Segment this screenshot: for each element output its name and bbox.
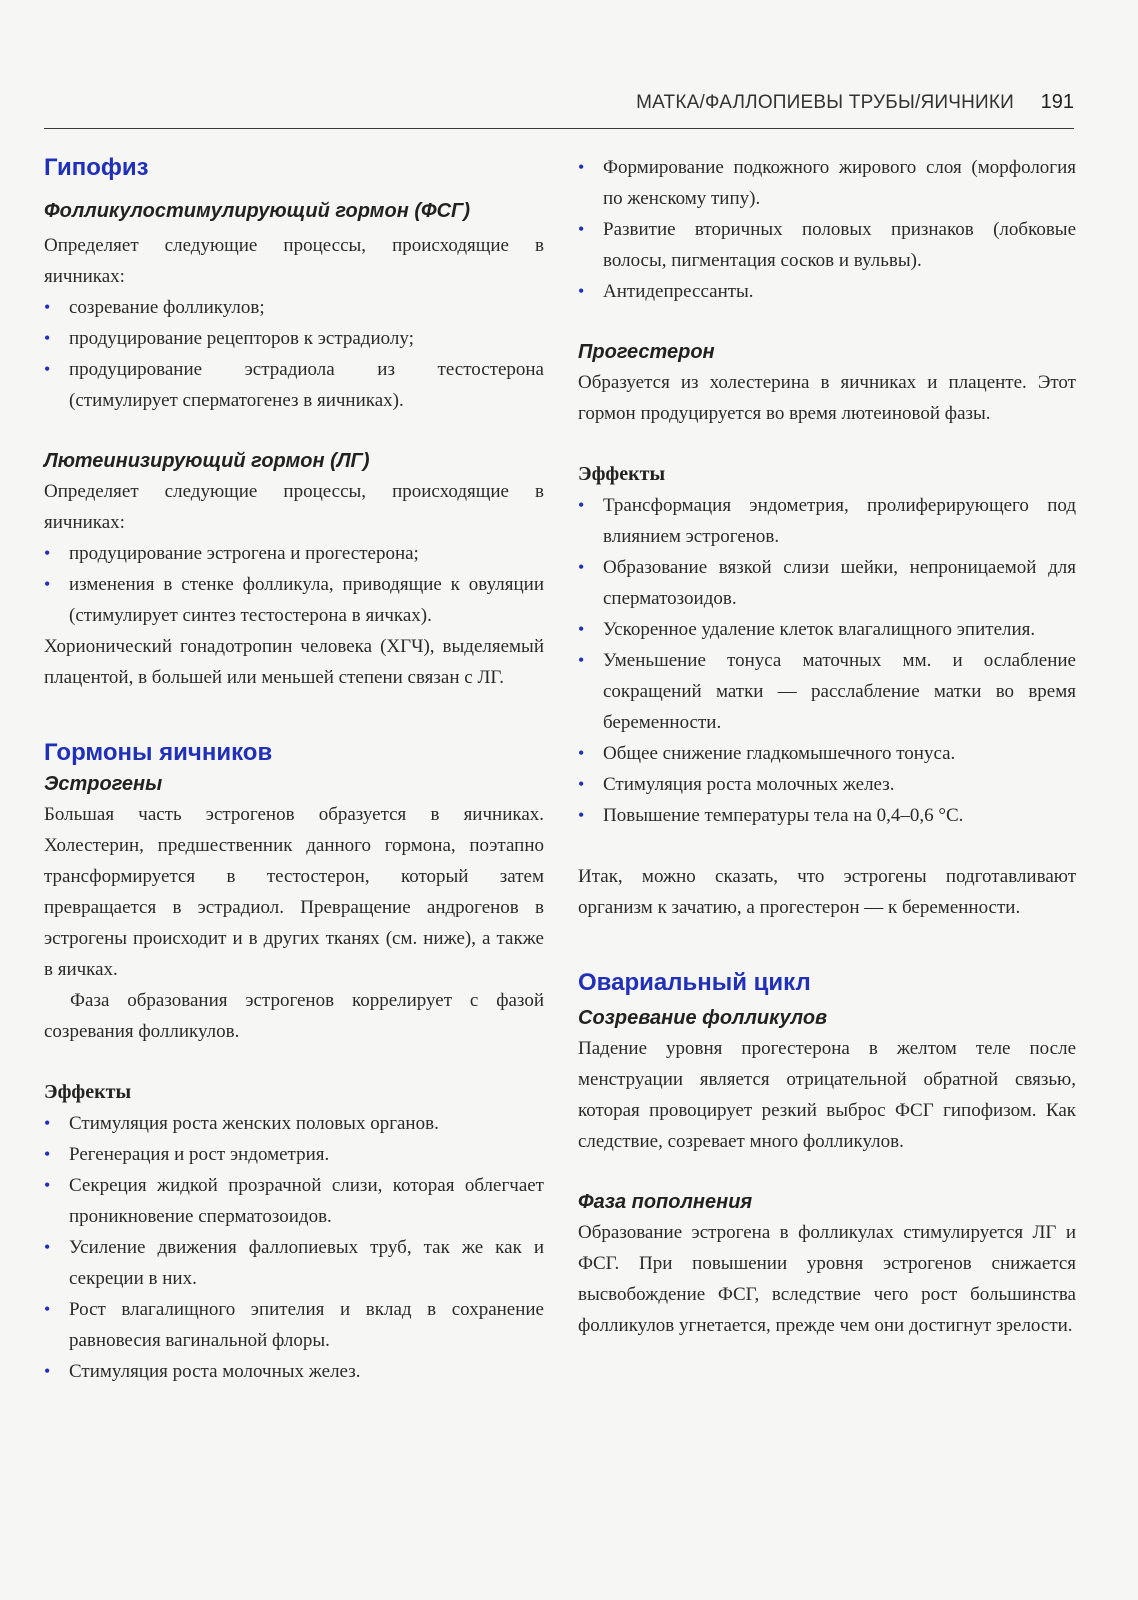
estrogens-paragraph-1: Большая часть эстрогенов образуется в яичниках. Холестерин, предшественник данного гормона, поэтапно трансформируется в тестостерон, который затем превращается в эстрадиол. Превращение андрогенов в эстрогены происходит и в других тканях (см. ниже), а также в яичках. bbox=[44, 804, 544, 980]
subsection-title-progesterone: Прогестерон bbox=[578, 341, 715, 363]
hcg-note: Хорионический гонадотропин человека (ХГЧ), выделяемый плацентой, в большей или меньшей степени связан с ЛГ. bbox=[44, 636, 544, 688]
running-header bbox=[44, 90, 1074, 129]
list-item: • Формирование подкожного жирового слоя (морфология по женскому типу). bbox=[578, 152, 1076, 214]
estrogen-effects-title: Эффекты bbox=[44, 1081, 132, 1103]
section-title-pituitary: Гипофиз bbox=[44, 154, 149, 181]
page-number: 191 bbox=[1040, 91, 1074, 113]
fsh-intro: Определяет следующие процессы, происходящие в яичниках: bbox=[44, 235, 544, 287]
list-item: • продуцирование эстрогена и прогестерона; bbox=[44, 538, 544, 569]
list-item: • Антидепрессанты. bbox=[578, 276, 1076, 307]
subsection-title-replenishment: Фаза пополнения bbox=[578, 1191, 753, 1213]
lh-intro: Определяет следующие процессы, происходящие в яичниках: bbox=[44, 481, 544, 533]
list-item: • Трансформация эндометрия, пролиферирующего под влиянием эстрогенов. bbox=[578, 490, 1076, 552]
right-column bbox=[578, 152, 1076, 1341]
list-item: • Секреция жидкой прозрачной слизи, которая облегчает проникновение сперматозоидов. bbox=[44, 1170, 544, 1232]
list-item: • Уменьшение тонуса маточных мм. и ослабление сокращений матки — расслабление матки во время беременности. bbox=[578, 645, 1076, 738]
lh-list bbox=[44, 538, 544, 631]
estrogen-effects-continued-list bbox=[578, 152, 1076, 307]
list-item: • Стимуляция роста молочных желез. bbox=[578, 769, 1076, 800]
progesterone-effects-list bbox=[578, 490, 1076, 831]
list-item: • Стимуляция роста молочных желез. bbox=[44, 1356, 544, 1387]
list-item: • Стимуляция роста женских половых органов. bbox=[44, 1108, 544, 1139]
list-item: • Общее снижение гладкомышечного тонуса. bbox=[578, 738, 1076, 769]
list-item: • Рост влагалищного эпителия и вклад в сохранение равновесия вагинальной флоры. bbox=[44, 1294, 544, 1356]
subsection-title-estrogens: Эстрогены bbox=[44, 773, 163, 795]
progesterone-paragraph: Образуется из холестерина в яичниках и плаценте. Этот гормон продуцируется во время лютеиновой фазы. bbox=[578, 372, 1076, 424]
list-item: • Повышение температуры тела на 0,4–0,6 °С. bbox=[578, 800, 1076, 831]
fsh-list bbox=[44, 292, 544, 416]
list-item: • продуцирование эстрадиола из тестостерона (стимулирует сперматогенез в яичниках). bbox=[44, 354, 544, 416]
running-header-title: МАТКА/ФАЛЛОПИЕВЫ ТРУБЫ/ЯИЧНИКИ bbox=[636, 92, 1014, 113]
list-item: • Регенерация и рост эндометрия. bbox=[44, 1139, 544, 1170]
estrogen-effects-list bbox=[44, 1108, 544, 1387]
maturation-paragraph: Падение уровня прогестерона в желтом теле после менструации является отрицательной обратной связью, которая провоцирует резкий выброс ФСГ гипофизом. Как следствие, созревает много фолликулов. bbox=[578, 1038, 1076, 1152]
list-item: • Развитие вторичных половых признаков (лобковые волосы, пигментация сосков и вульвы). bbox=[578, 214, 1076, 276]
section-title-ovarian-cycle: Овариальный цикл bbox=[578, 969, 811, 996]
list-item: • Образование вязкой слизи шейки, непроницаемой для сперматозоидов. bbox=[578, 552, 1076, 614]
subsection-title-fsh: Фолликулостимулирующий гормон (ФСГ) bbox=[44, 200, 470, 222]
list-item: • Усиление движения фаллопиевых труб, так же как и секреции в них. bbox=[44, 1232, 544, 1294]
summary-paragraph: Итак, можно сказать, что эстрогены подготавливают организм к зачатию, а прогестерон — к беременности. bbox=[578, 866, 1076, 918]
section-title-ovarian-hormones: Гормоны яичников bbox=[44, 739, 273, 766]
left-column bbox=[44, 152, 544, 1387]
subsection-title-lh: Лютеинизирующий гормон (ЛГ) bbox=[44, 450, 370, 472]
list-item: • продуцирование рецепторов к эстрадиолу; bbox=[44, 323, 544, 354]
list-item: • созревание фолликулов; bbox=[44, 292, 544, 323]
progesterone-effects-title: Эффекты bbox=[578, 463, 666, 485]
replenishment-paragraph: Образование эстрогена в фолликулах стимулируется ЛГ и ФСГ. При повышении уровня эстрогенов снижается высвобождение ФСГ, вследствие чего рост большинства фолликулов угнетается, прежде чем они достигнут зрелости. bbox=[578, 1222, 1076, 1336]
list-item: • изменения в стенке фолликула, приводящие к овуляции (стимулирует синтез тестостерона в яичках). bbox=[44, 569, 544, 631]
estrogens-paragraph-2: Фаза образования эстрогенов коррелирует с фазой созревания фолликулов. bbox=[44, 990, 544, 1042]
subsection-title-maturation: Созревание фолликулов bbox=[578, 1007, 828, 1029]
list-item: • Ускоренное удаление клеток влагалищного эпителия. bbox=[578, 614, 1076, 645]
